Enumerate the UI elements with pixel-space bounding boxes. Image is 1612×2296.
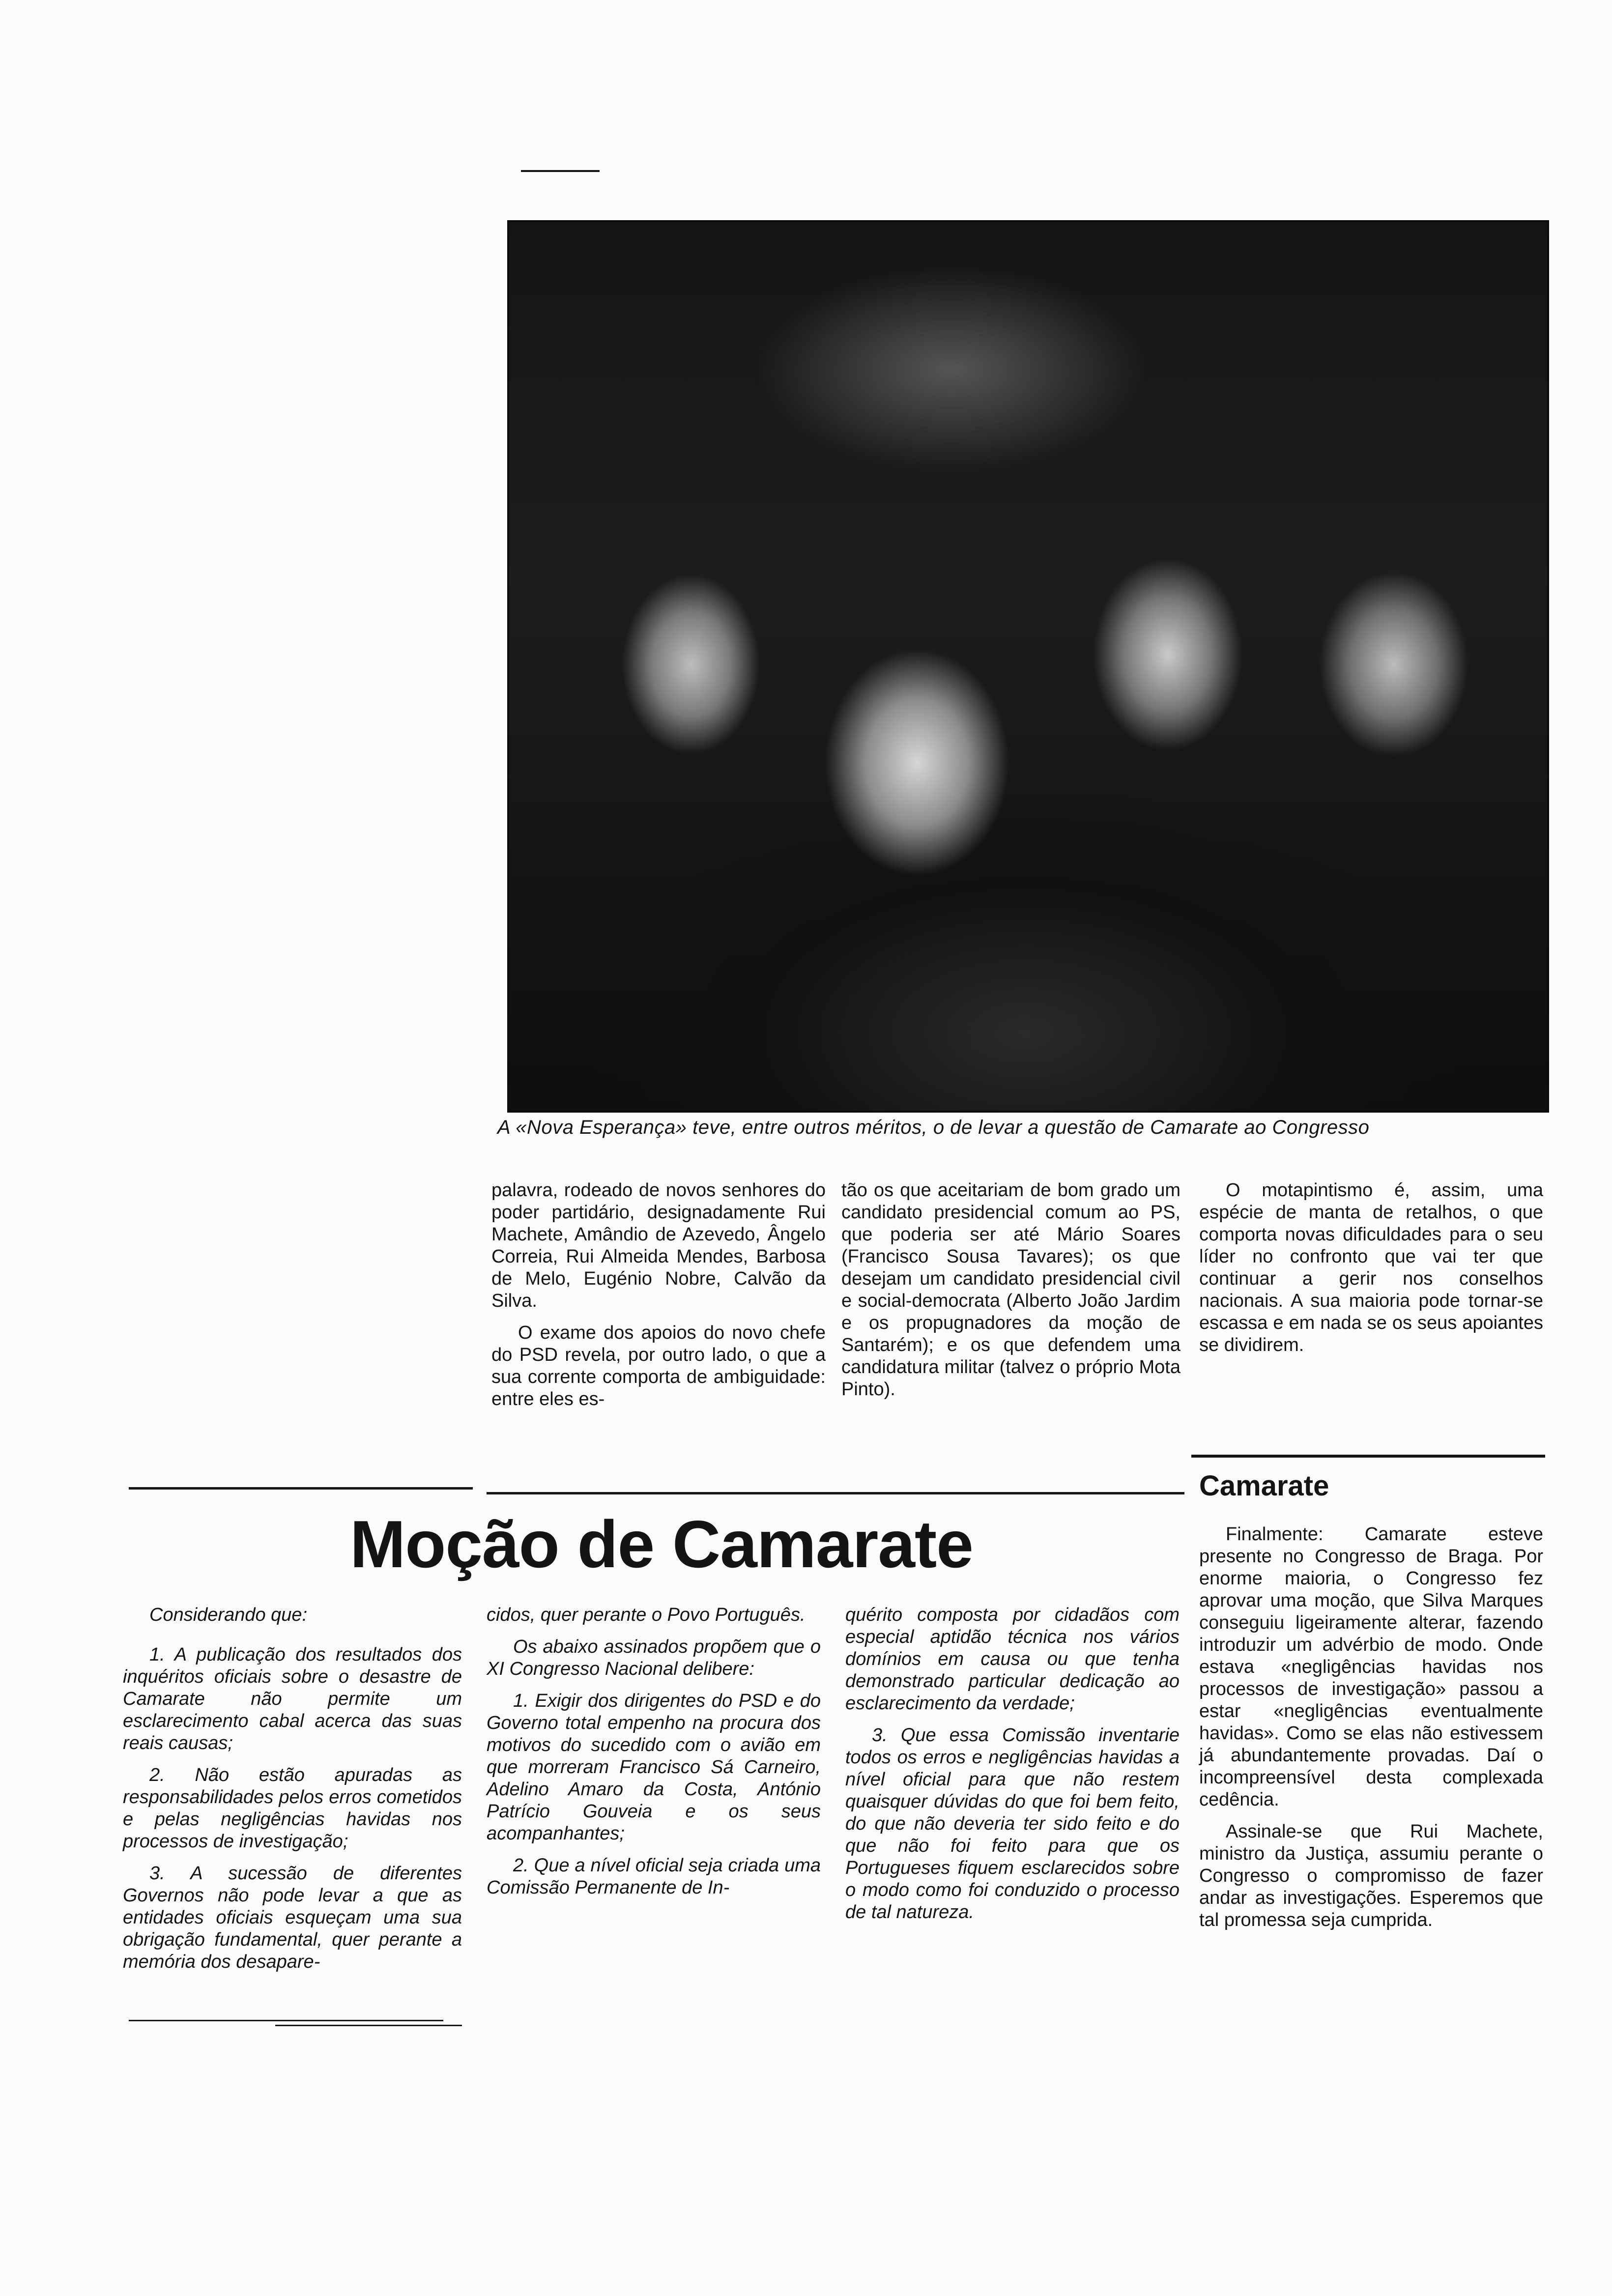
motion-paragraph: Os abaixo assinados propõem que o XI Congresso Nacional delibere: [487, 1636, 821, 1679]
article-paragraph: palavra, rodeado de novos senhores do poder partidário, designadamente Rui Machete, Amândio de Azevedo, Ângelo Correia, Rui Almeida Mendes, Barbosa de Melo, Eugénio Nobre, Calvão da Silva. [491, 1180, 826, 1311]
motion-paragraph: 2. Não estão apuradas as responsabilidades pelos erros cometidos e pelas negligências havidas nos processos de investigação; [123, 1765, 462, 1852]
motion-top-rule-left [129, 1487, 473, 1490]
motion-paragraph: Considerando que: [149, 1605, 308, 1625]
motion-paragraph: 1. A publicação dos resultados dos inquéritos oficiais sobre o desastre de Camarate não permite um esclarecimento cabal acerca das suas reais causas; [123, 1644, 462, 1753]
motion-paragraph: 3. Que essa Comissão inventarie todos os erros e negligências havidas a nível oficial para que não restem quaisquer dúvidas do que foi bem feito, do que não deveria ter sido feito e do que não foi feito para que os Portugueses fiquem esclarecidos sobre o modo como foi conduzido o processo de tal natureza. [845, 1725, 1180, 1923]
sidebar-paragraph: Assinale-se que Rui Machete, ministro da Justiça, assumiu perante o Congresso o compromisso de fazer andar as investigações. Esperemos que tal promessa seja cumprida. [1199, 1821, 1543, 1930]
bottom-rule-mid [275, 2025, 462, 2026]
motion-paragraph: quérito composta por cidadãos com especial aptidão técnica nos vários domínios em causa ou que tenha demonstrado particular dedicação ao esclarecimento da verdade; [845, 1605, 1180, 1714]
motion-paragraph: cidos, quer perante o Povo Português. [487, 1605, 806, 1625]
sidebar-paragraph: Finalmente: Camarate esteve presente no Congresso de Braga. Por enorme maioria, o Congresso fez aprovar uma moção, que Silva Marques conseguiu ligeiramente alterar, fazendo introduzir um advérbio de modo. Onde estava «negligências havidas nos processos de investigação» passou a estar «negligências eventualmente havidas». Como se elas não estivessem já abundantemente provadas. Daí o incompreensível desta complexada cedência. [1199, 1524, 1543, 1810]
motion-paragraph: 2. Que a nível oficial seja criada uma Comissão Permanente de In- [487, 1855, 821, 1898]
motion-paragraph: 1. Exigir dos dirigentes do PSD e do Governo total empenho na procura dos motivos do sucedido com o avião em que morreram Francisco Sá Carneiro, Adelino Amaro da Costa, António Patrício Gouveia e os seus acompanhantes; [487, 1691, 821, 1844]
motion-headline: Moção de Camarate [350, 1507, 973, 1581]
bottom-rule-left [129, 2020, 443, 2021]
sidebar-title: Camarate [1199, 1470, 1329, 1502]
article-top-col2 [841, 1179, 1180, 1410]
motion-col1 [123, 1604, 462, 1983]
article-top-col3 [1199, 1179, 1543, 1366]
motion-paragraph: 3. A sucessão de diferentes Governos não pode levar a que as entidades oficiais esqueçam uma sua obrigação fundamental, quer perante a memória dos desapare- [123, 1863, 462, 1972]
sidebar-top-rule [1191, 1455, 1545, 1458]
article-paragraph: O motapintismo é, assim, uma espécie de manta de retalhos, o que comporta novas dificuldades para o seu líder no confronto que vai ter que continuar a gerir nos conselhos nacionais. A sua maioria pode tornar-se escassa e em nada se os seus apoiantes se dividirem. [1199, 1180, 1543, 1355]
article-top-col1 [491, 1179, 826, 1420]
sidebar-body [1199, 1523, 1543, 1941]
motion-col2 [487, 1604, 821, 1909]
top-corner-rule [521, 170, 600, 172]
motion-top-rule-right [487, 1492, 1184, 1494]
news-photo [507, 220, 1549, 1113]
motion-col3 [845, 1604, 1180, 1933]
article-paragraph: O exame dos apoios do novo chefe do PSD revela, por outro lado, o que a sua corrente comporta de ambiguidade: entre eles es- [491, 1322, 826, 1409]
photo-caption: A «Nova Esperança» teve, entre outros méritos, o de levar a questão de Camarate ao Congresso [497, 1117, 1370, 1138]
article-paragraph: tão os que aceitariam de bom grado um candidato presidencial comum ao PS, que poderia ser até Mário Soares (Francisco Sousa Tavares); os que desejam um candidato presidencial civil e social-democrata (Alberto João Jardim e os propugnadores da moção de Santarém); e os que defendem uma candidatura militar (talvez o próprio Mota Pinto). [841, 1180, 1180, 1400]
